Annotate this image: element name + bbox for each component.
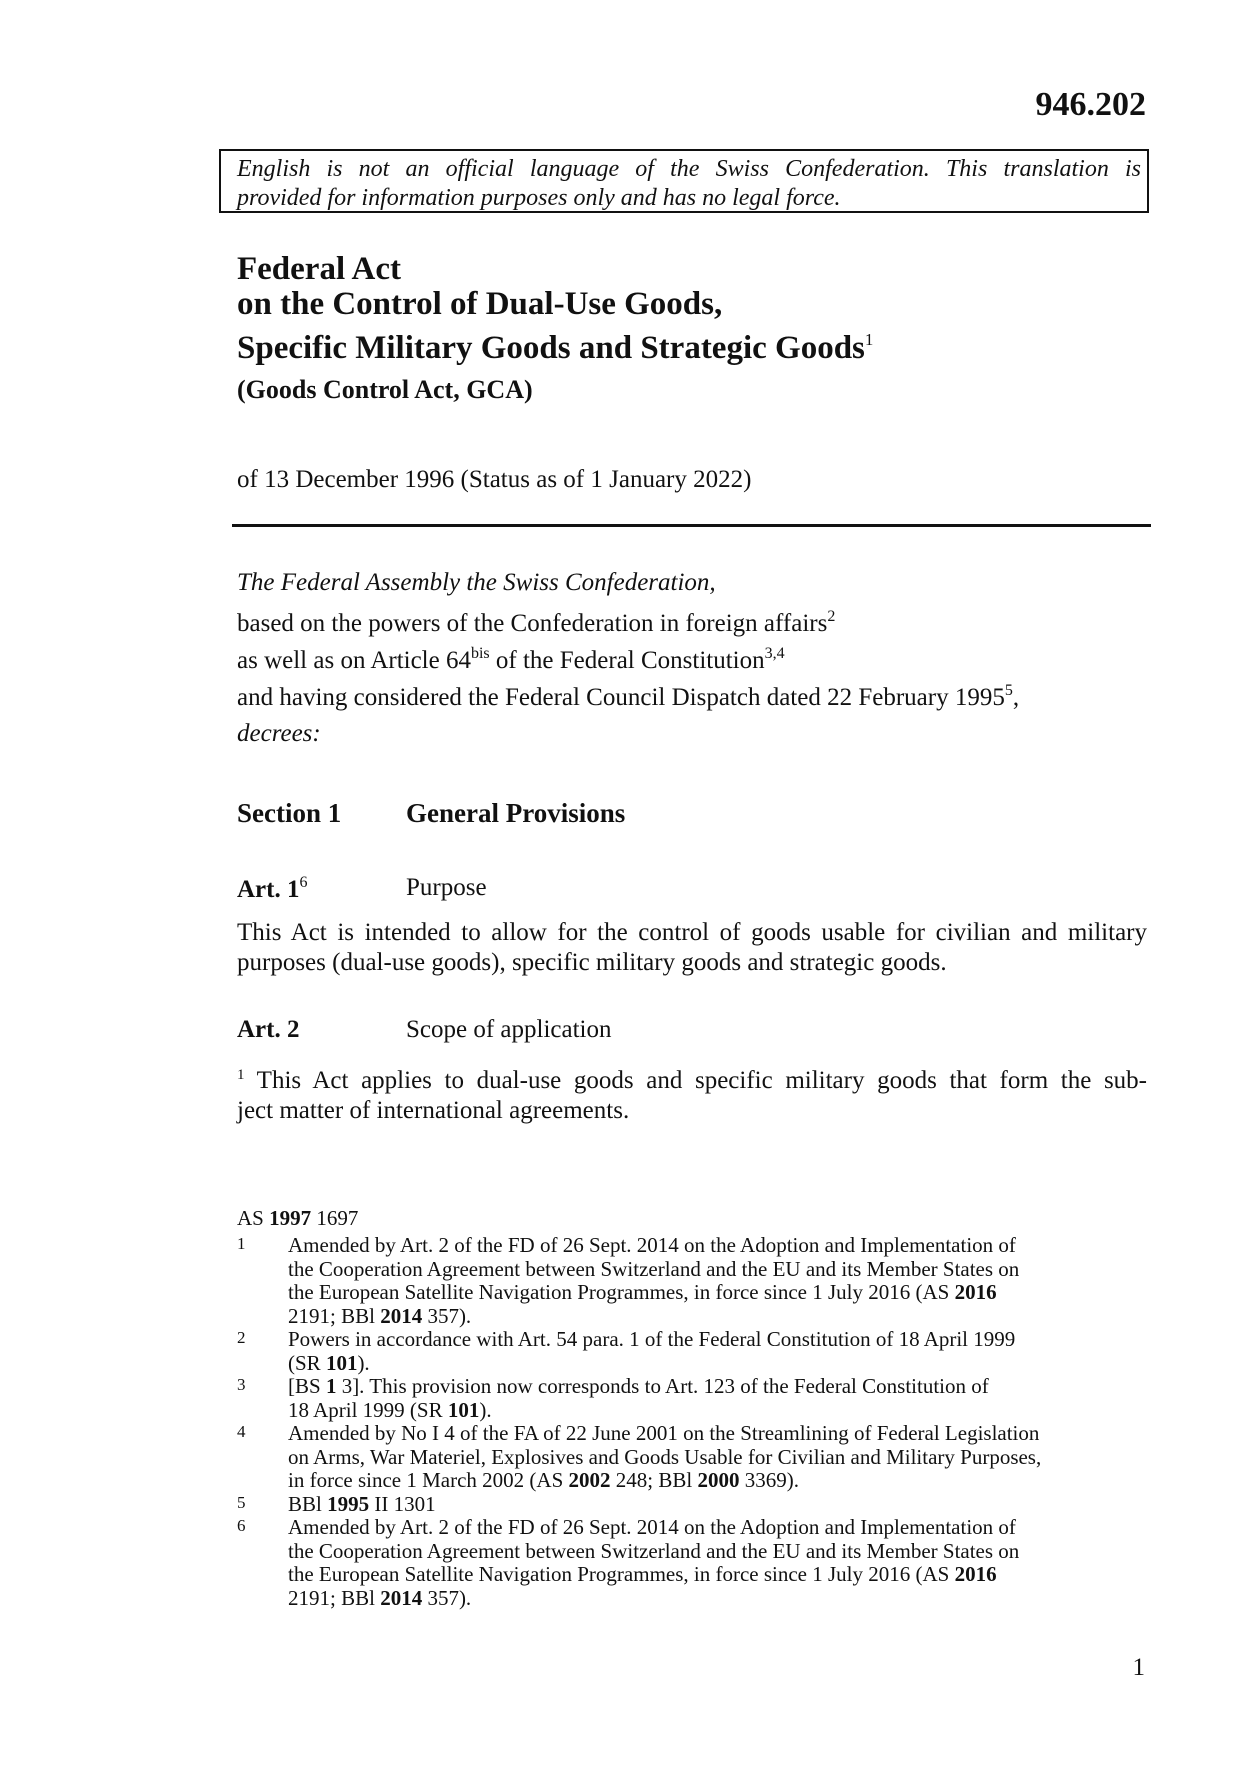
title-line-1: Federal Act (237, 251, 402, 287)
footnote-5 (237, 1493, 1157, 1517)
footnote-line: 18 April 1999 (SR 101). (288, 1397, 492, 1422)
article-1-number (237, 874, 307, 904)
act-title (237, 252, 873, 366)
footnotes (237, 1234, 1157, 1610)
bis-superscript: bis (470, 645, 490, 662)
footnote-ref-2[interactable]: 2 (827, 608, 836, 625)
official-compilation-ref (237, 1206, 358, 1231)
as-page: 1697 (311, 1206, 359, 1230)
decrees: decrees: (237, 720, 321, 747)
footnote-line: Amended by Art. 2 of the FD of 26 Sept. 2014 on the Adoption and Implementation of (288, 1233, 1016, 1257)
article-2-line-2: ject matter of international agreements. (237, 1097, 630, 1124)
article-2-line-1-text: This Act applies to dual-use goods and specific military goods that form the sub- (244, 1067, 1147, 1094)
article-2-label: Art. 2 (237, 1016, 300, 1043)
article-2-text (237, 1060, 1147, 1126)
article-1-label: Art. 1 (237, 876, 300, 903)
paragraph-number-1: 1 (237, 1067, 245, 1083)
footnote-line: the European Satellite Navigation Programmes, in force since 1 July 2016 (AS 2016 (288, 1280, 997, 1304)
footnote-text (288, 1516, 1157, 1610)
preamble-line-1-text: based on the powers of the Confederation in foreign affairs (237, 610, 828, 637)
footnote-line: 2191; BBl 2014 357). (288, 1585, 472, 1610)
footnote-number: 5 (237, 1492, 246, 1512)
short-title: (Goods Control Act, GCA) (237, 375, 533, 404)
footnote-ref-6[interactable]: 6 (299, 874, 308, 891)
footnote-ref-3-4[interactable]: 3,4 (764, 645, 785, 662)
footnote-line: on Arms, War Materiel, Explosives and Goods Usable for Civilian and Military Purposes, (288, 1444, 1042, 1469)
preamble-line-3-text: and having considered the Federal Council Dispatch dated 22 February 1995 (237, 684, 1005, 711)
footnote-number: 6 (237, 1516, 246, 1535)
footnote-ref-5[interactable]: 5 (1004, 682, 1013, 699)
title-line-2: on the Control of Dual-Use Goods, (237, 286, 723, 322)
title-divider (232, 524, 1151, 527)
footnote-line: BBl 1995 II 1301 (288, 1491, 436, 1516)
footnote-text (288, 1493, 1157, 1517)
sr-number: 946.202 (1035, 86, 1146, 123)
preamble-intro: The Federal Assembly the Swiss Confederation, (237, 569, 716, 596)
as-prefix: AS (237, 1206, 270, 1230)
footnote-number: 3 (237, 1375, 246, 1394)
article-2-heading: Scope of application (406, 1016, 612, 1043)
footnote-line: the Cooperation Agreement between Switzerland and the EU and its Member States on (288, 1256, 1020, 1281)
as-year: 1997 (269, 1206, 312, 1230)
preamble-line-2a: as well as on Article 64 (237, 647, 471, 674)
footnote-line: [BS 1 3]. This provision now corresponds to Art. 123 of the Federal Constitution of (288, 1374, 989, 1398)
preamble (237, 568, 1019, 749)
article-1-text (237, 918, 1147, 978)
article-1-line-2: purposes (dual-use goods), specific military goods and strategic goods. (237, 949, 947, 976)
section-title: General Provisions (406, 798, 626, 828)
footnote-line: in force since 1 March 2002 (AS 2002 248; BBl 2000 3369). (288, 1468, 799, 1492)
footnote-1 (237, 1234, 1157, 1328)
footnote-number: 1 (237, 1234, 246, 1253)
notice-line-2: provided for information purposes only and has no legal force. (237, 185, 841, 211)
footnote-line: the Cooperation Agreement between Switzerland and the EU and its Member States on (288, 1538, 1020, 1563)
act-date-status: of 13 December 1996 (Status as of 1 January 2022) (237, 466, 752, 493)
footnote-number: 2 (237, 1328, 246, 1347)
title-line-3-text: Specific Military Goods and Strategic Goods (237, 330, 865, 366)
footnote-line: 2191; BBl 2014 357). (288, 1303, 472, 1328)
article-2-number (237, 1016, 299, 1044)
page-number: 1 (1132, 1654, 1145, 1681)
article-2-line-1 (237, 1060, 1147, 1096)
section-label: Section 1 (237, 798, 342, 828)
footnote-text (288, 1234, 1157, 1328)
article-1-line-1: This Act is intended to allow for the control of goods usable for civilian and military (237, 919, 1147, 946)
footnote-ref-1[interactable]: 1 (864, 330, 874, 349)
footnote-3 (237, 1375, 1157, 1422)
footnote-line: Amended by No I 4 of the FA of 22 June 2001 on the Streamlining of Federal Legislation (288, 1421, 1040, 1445)
footnote-text (288, 1422, 1157, 1493)
footnote-line: (SR 101). (288, 1350, 370, 1375)
preamble-line-3-end: , (1012, 684, 1020, 711)
footnote-text (288, 1375, 1157, 1422)
footnote-line: Powers in accordance with Art. 54 para. 1 of the Federal Constitution of 18 April 1999 (288, 1327, 1016, 1351)
notice-line-1: English is not an official language of the Swiss Confederation. This translation is (237, 156, 1141, 182)
footnote-number: 4 (237, 1422, 246, 1441)
footnote-line: the European Satellite Navigation Programmes, in force since 1 July 2016 (AS 2016 (288, 1562, 997, 1586)
translation-notice (219, 149, 1149, 213)
footnote-2 (237, 1328, 1157, 1375)
footnote-line: Amended by Art. 2 of the FD of 26 Sept. 2014 on the Adoption and Implementation of (288, 1515, 1016, 1539)
footnote-text (288, 1328, 1157, 1375)
preamble-line-3 (237, 676, 1019, 713)
footnote-4 (237, 1422, 1157, 1493)
footnote-6 (237, 1516, 1157, 1610)
title-line-3 (237, 322, 873, 366)
article-1-heading: Purpose (406, 874, 487, 901)
preamble-line-2b: of the Federal Constitution (489, 647, 765, 674)
preamble-line-1 (237, 602, 1019, 639)
preamble-line-2 (237, 639, 1019, 676)
